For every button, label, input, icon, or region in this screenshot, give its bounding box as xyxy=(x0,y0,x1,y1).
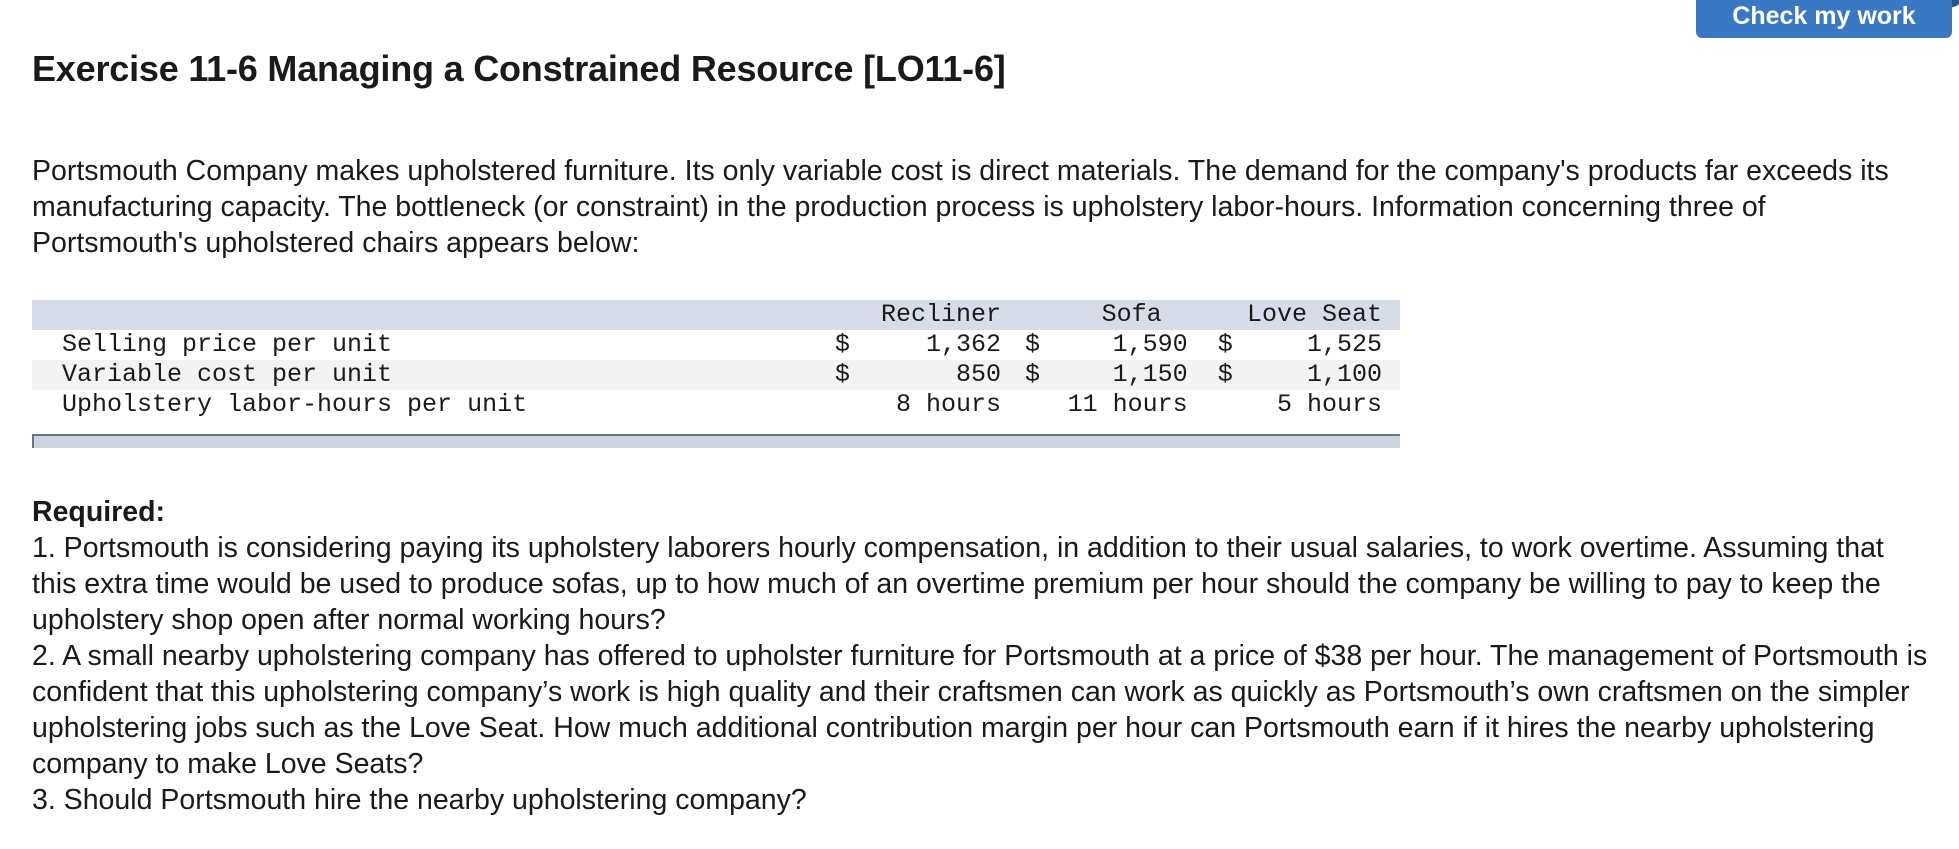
column-header-recliner: Recliner xyxy=(858,300,1001,330)
exercise-title: Exercise 11-6 Managing a Constrained Resource [LO11-6] xyxy=(32,48,1006,89)
currency-symbol: $ xyxy=(1196,330,1241,360)
currency-symbol xyxy=(835,390,858,420)
requirement-item: 1. Portsmouth is considering paying its upholstery laborers hourly compensation, in addition to their usual salaries, to work overtime. Assuming that this extra time would be used to produce sofas, up to how much of an overtime premium per hour should the company be willing to pay to keep the upholstery shop open after normal working hours? xyxy=(32,532,1884,636)
required-heading: Required: xyxy=(32,496,166,528)
required-section xyxy=(32,494,1932,818)
chair-data-table xyxy=(32,300,1400,420)
table-footer-tick xyxy=(32,434,34,448)
table-row xyxy=(32,390,1400,420)
currency-symbol: $ xyxy=(835,360,858,390)
cell-value: 1,150 xyxy=(1048,360,1196,390)
cell-value: 1,590 xyxy=(1048,330,1196,360)
column-header-sofa: Sofa xyxy=(1048,300,1196,330)
column-header-love-seat: Love Seat xyxy=(1241,300,1400,330)
cell-value: 5 hours xyxy=(1241,390,1400,420)
row-label: Variable cost per unit xyxy=(32,360,835,390)
currency-symbol: $ xyxy=(835,330,858,360)
row-label: Upholstery labor-hours per unit xyxy=(32,390,835,420)
cell-value: 11 hours xyxy=(1048,390,1196,420)
cell-value: 1,525 xyxy=(1241,330,1400,360)
currency-symbol: $ xyxy=(1196,360,1241,390)
cell-value: 1,100 xyxy=(1241,360,1400,390)
check-my-work-button[interactable]: Check my work xyxy=(1696,0,1952,38)
requirement-item: 3. Should Portsmouth hire the nearby upholstering company? xyxy=(32,784,807,816)
table-row xyxy=(32,330,1400,360)
intro-paragraph: Portsmouth Company makes upholstered furniture. Its only variable cost is direct materials. The demand for the company's products far exceeds its manufacturing capacity. The bottleneck (or constraint) in the production process is upholstery labor-hours. Information concerning three of Portsmouth's upholstered chairs appears below: xyxy=(32,155,1889,259)
currency-symbol: $ xyxy=(1001,360,1048,390)
cell-value: 850 xyxy=(858,360,1001,390)
currency-symbol: $ xyxy=(1001,330,1048,360)
currency-symbol xyxy=(1001,390,1048,420)
currency-symbol xyxy=(1196,390,1241,420)
requirement-item: 2. A small nearby upholstering company has offered to upholster furniture for Portsmouth at a price of $38 per hour. The management of Portsmouth is confident that this upholstering company’s work is high quality and their craftsmen can work as quickly as Portsmouth’s own craftsmen on the simpler upholstering jobs such as the Love Seat. How much additional contribution margin per hour can Portsmouth earn if it hires the nearby upholstering company to make Love Seats? xyxy=(32,640,1928,780)
row-label: Selling price per unit xyxy=(32,330,835,360)
cell-value: 1,362 xyxy=(858,330,1001,360)
table-row xyxy=(32,360,1400,390)
cell-value: 8 hours xyxy=(858,390,1001,420)
table-footer-band xyxy=(32,436,1400,448)
table-header-row xyxy=(32,300,1400,330)
